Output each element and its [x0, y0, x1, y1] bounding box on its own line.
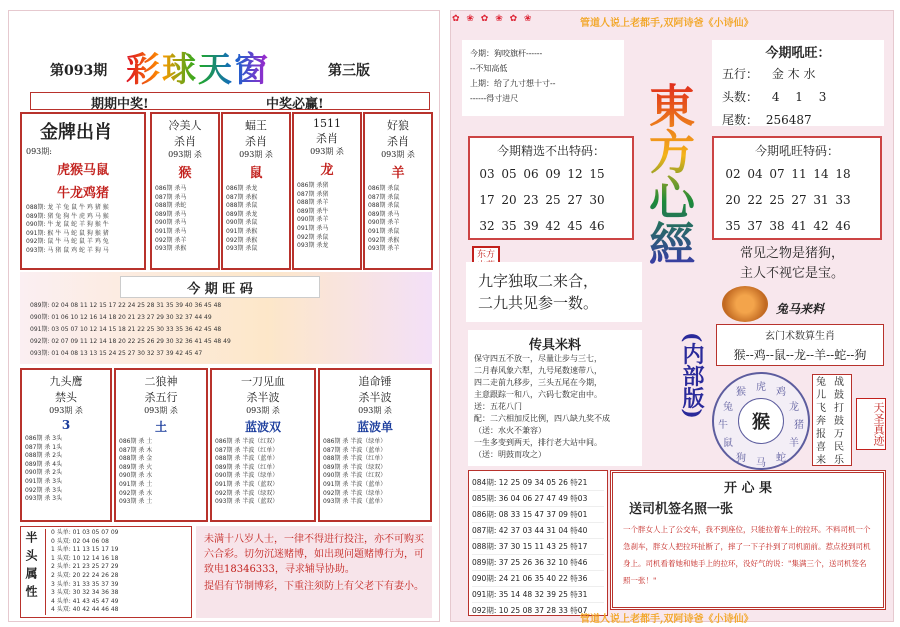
- kill-row: 091期 杀马: [155, 227, 187, 235]
- chuanju-line: 送：五花八门: [474, 402, 522, 411]
- lower-row: 092期 杀 3头: [25, 486, 63, 494]
- lower-period: 093期: [358, 406, 382, 415]
- kill-row: 087期 杀猪: [297, 190, 329, 198]
- vert-char: 万: [834, 429, 844, 440]
- num-cell: 07: [769, 167, 785, 181]
- num-cell: 22: [747, 193, 763, 207]
- notice-box: [196, 526, 432, 618]
- half-label: 半头属性: [24, 531, 38, 603]
- num-cell: 38: [769, 219, 785, 233]
- kill-row: 088期 杀羊: [297, 199, 329, 207]
- edition: 第三版: [328, 63, 370, 79]
- vert-col-2: [834, 376, 844, 467]
- kill-row: 092期 杀猴: [226, 236, 258, 244]
- kill-title-1: 冷美人: [168, 119, 202, 132]
- num-cell: 18: [835, 167, 851, 181]
- num-cell: 31: [813, 193, 829, 207]
- half-row: 0 头单: 01 03 05 07 09: [51, 529, 119, 536]
- kill-row: 091期 杀猴: [226, 227, 258, 235]
- vert-col-1: [816, 376, 826, 467]
- lower-row: 089期 杀 半波（绿双）: [323, 463, 387, 471]
- vert-char: 民: [834, 442, 844, 453]
- poem-line: 今期：狗咬旗杆------: [470, 49, 543, 58]
- half-row: 1 头单: 11 13 15 17 19: [51, 546, 119, 554]
- chuanju-line: 配：二六相加反比例，四八缺九奖不成: [474, 414, 610, 423]
- gold-period: 093期:: [26, 147, 52, 156]
- lower-row: 088期 杀 半波（红单）: [323, 455, 387, 463]
- happy-text: 一个胖女人上了公交车，我不到座位，只能拉着车上的拉环。不料司机一个急刹车，胖女人把拉环扯断了，摔了一下子扑到了司机面前。惹点投到司机身上。司机看着她和她手上的拉环，没好气的说："集满三个，送司机签名照一张！": [623, 525, 871, 585]
- lower-row: 092期 杀 水: [119, 489, 153, 497]
- lower-row: 091期 杀 半波（蓝单）: [323, 480, 387, 488]
- wheel-sign: 猪: [794, 420, 804, 431]
- riddle-line: 二九共见参一数。: [478, 294, 599, 312]
- shout-title: 今期吼旺：: [765, 46, 831, 61]
- zodiac-wheel: [712, 372, 810, 470]
- riddle-line: 九字独取二来合，: [478, 272, 599, 290]
- kill-row: 088期 杀鼠: [226, 202, 258, 210]
- num-cell: 42: [813, 219, 829, 233]
- kill-answer: 鼠: [249, 166, 263, 181]
- wheel-sign: 马: [756, 458, 766, 469]
- num-cell: 27: [567, 193, 583, 207]
- lower-kill: 杀: [169, 406, 178, 415]
- brand-logo: 彩球天窗: [126, 42, 270, 91]
- wuxing-label: 五行：: [722, 67, 759, 81]
- tou-value: 4 1 3: [771, 90, 833, 104]
- kill-word: 杀: [193, 150, 202, 159]
- sub-title: (内部版): [679, 332, 705, 419]
- history-row: 088期: 37 30 15 11 43 25 特17: [472, 539, 604, 555]
- half-row: 1 头双: 10 12 14 16 18: [51, 554, 119, 562]
- gold-title: 金牌出肖: [40, 122, 112, 143]
- lower-row: 086期 杀 土: [119, 438, 153, 445]
- vert-char: 乐: [834, 455, 844, 466]
- kill-row: 090期 杀羊: [368, 219, 400, 227]
- notice-text-2: 提倡有节制博彩，下重注须防上有父老下有妻小。: [204, 581, 424, 592]
- half-attr-box: [20, 526, 192, 618]
- num-cell: 12: [567, 167, 583, 181]
- poem-line: ------得寸进尺: [470, 94, 519, 103]
- lower-row: 087期 杀 木: [119, 446, 153, 454]
- gold-row: 089期: 猪 兔 狗 牛 虎 鸡 马 猴: [26, 212, 109, 220]
- kill-answer: 羊: [391, 166, 405, 181]
- select-nums: [474, 161, 628, 239]
- lower-row: 090期 杀 半波（绿单）: [215, 472, 279, 480]
- kill-row: 090期 杀鼠: [226, 219, 258, 227]
- wang-row: 089期: 02 04 08 11 12 15 17 22 24 25 28 31 35 39 40 36 45 48: [30, 302, 222, 309]
- lower-kill: 杀: [383, 406, 392, 415]
- gold-row: 093期: 马 猪 鼠 鸡 蛇 羊 狗 马: [26, 246, 109, 254]
- kill-row: 089期 杀马: [155, 210, 187, 218]
- saying-line: 常见之物是猪狗，: [740, 246, 845, 261]
- kill-row: 086期 杀马: [155, 185, 187, 192]
- num-cell: 45: [567, 219, 583, 233]
- kill-col-1: [221, 112, 291, 270]
- chuanju-title: 传具米料: [528, 338, 581, 353]
- lower-row: 087期 杀 半波（红单）: [215, 446, 279, 454]
- lower-col-1: [114, 368, 208, 522]
- kill-row: 087期 杀马: [155, 193, 187, 201]
- poem-line: 上期：给了九寸想十寸--: [470, 79, 556, 88]
- kill-row: 092期 杀猴: [368, 236, 400, 244]
- tiger-label: 兔马来料: [776, 302, 825, 316]
- kill-row: 086期 杀猪: [297, 182, 329, 189]
- num-cell: 35: [725, 219, 741, 233]
- kill-col-3: [363, 112, 433, 270]
- chuanju-line: 保守四五不放一，尽量让步与三七，: [474, 354, 602, 363]
- kill-answer: 龙: [320, 163, 334, 178]
- lower-row: 091期 杀 半波（蓝双）: [215, 480, 279, 488]
- vert-char: 喜: [816, 442, 826, 453]
- num-cell: 14: [813, 167, 829, 181]
- num-cell: 06: [523, 167, 539, 181]
- lower-title-1: 追命锤: [358, 375, 392, 388]
- history-row: 087期: 42 37 03 44 31 04 特40: [472, 523, 604, 539]
- xuanmen-zodiac: 猴--鸡--鼠--龙--羊--蛇--狗: [733, 348, 867, 362]
- lower-col-3: [318, 368, 432, 522]
- kill-row: 089期 杀龙: [226, 210, 258, 218]
- kill-title-2: 杀肖: [245, 135, 267, 148]
- vert-char: 飞: [816, 403, 826, 414]
- wheel-sign: 牛: [718, 420, 728, 431]
- lower-row: 086期 杀 半波（红双）: [215, 438, 279, 445]
- wang-row: 090期: 01 06 10 12 16 14 18 20 21 23 27 29 30 32 37 44 49: [30, 314, 212, 321]
- num-cell: 03: [479, 167, 495, 181]
- happy-subtitle: 送司机签名照一张: [629, 502, 734, 517]
- lower-title-2: 杀五行: [144, 391, 178, 404]
- num-cell: 37: [747, 219, 763, 233]
- kill-answer: 猴: [178, 166, 192, 181]
- half-row: 2 头双: 20 22 24 26 28: [51, 571, 119, 579]
- kill-period: 093期: [381, 150, 405, 159]
- chuanju-line: （送：明鼓而攻之）: [474, 450, 546, 459]
- kill-title-2: 杀肖: [387, 135, 409, 148]
- lower-title-2: 杀半波: [358, 391, 392, 404]
- lower-period: 093期: [246, 406, 270, 415]
- half-row: 4 头单: 41 43 45 47 49: [51, 597, 119, 605]
- kill-row: 089期 杀马: [368, 210, 400, 218]
- wheel-sign: 狗: [736, 453, 746, 464]
- top-banner: 管道人说上老都手,双阿诗爸《小诗仙》: [580, 18, 754, 29]
- wang-row: 092期: 02 07 09 11 12 14 18 20 22 25 26 29 30 32 36 41 45 48 49: [30, 338, 231, 345]
- history-row: 091期: 35 14 48 32 39 25 特31: [472, 587, 604, 603]
- lower-row: 090期 杀 半波（红双）: [323, 472, 387, 480]
- slogan-2: 中奖必赢!: [266, 97, 324, 112]
- num-cell: 30: [589, 193, 605, 207]
- gold-zodiac-box: [20, 112, 146, 270]
- wheel-sign: 兔: [723, 402, 733, 413]
- chuanju-line: 二月春风象六犁，九号尾数速带八，: [474, 366, 602, 375]
- select-box: [468, 136, 634, 240]
- lower-row: 093期 杀 半波（蓝单）: [323, 498, 387, 506]
- kill-title-1: 好狼: [387, 119, 409, 132]
- lower-row: 093期 杀 半波（蓝双）: [215, 498, 279, 506]
- history-box: [468, 470, 608, 616]
- main-title: 東方心經: [640, 82, 700, 266]
- vert-char: 打: [834, 403, 844, 414]
- kill-period: 093期: [310, 147, 334, 156]
- kill-row: 093期 杀龙: [297, 242, 329, 250]
- gold-row: 091期: 猴 牛 马 蛇 鼠 狗 猴 猪: [26, 229, 109, 237]
- kill-row: 088期 杀蛇: [155, 202, 187, 210]
- lower-title-2: 禁头: [55, 391, 77, 404]
- tou-label: 头数：: [722, 90, 759, 104]
- num-cell: 09: [545, 167, 561, 181]
- kill-period: 093期: [239, 150, 263, 159]
- lower-answer: 蓝波单: [356, 420, 393, 434]
- lower-row: 086期 杀 3头: [25, 435, 63, 442]
- wheel-sign: 羊: [789, 438, 799, 449]
- stamp: 东方: [472, 246, 500, 274]
- special-box: [712, 136, 882, 240]
- half-row: 2 头单: 21 23 25 27 29: [51, 563, 119, 571]
- happy-box: [610, 470, 886, 610]
- lower-row: 090期 杀 2头: [25, 469, 63, 477]
- chuanju-line: （送：水火不兼容）: [474, 426, 546, 435]
- vert-char: 鼓: [834, 416, 844, 427]
- num-cell: 15: [589, 167, 605, 181]
- history-row: 089期: 37 25 26 36 32 10 特46: [472, 555, 604, 571]
- riddle-box: [466, 262, 642, 322]
- half-row: 3 头双: 30 32 34 36 38: [51, 589, 119, 597]
- poem-line: --不知高低: [470, 64, 508, 73]
- history-row: 084期: 12 25 09 34 05 26 特21: [472, 475, 604, 491]
- lower-row: 086期 杀 半波（绿单）: [323, 438, 387, 445]
- lower-col-0: [20, 368, 112, 522]
- num-cell: 20: [501, 193, 517, 207]
- gold-row: 090期: 牛 龙 鼠 蛇 羊 狗 猴 牛: [26, 221, 109, 229]
- num-cell: 05: [501, 167, 517, 181]
- num-cell: 11: [791, 167, 807, 181]
- num-cell: 17: [479, 193, 495, 207]
- lower-kill: 杀: [271, 406, 280, 415]
- kill-row: 092期 杀鼠: [297, 233, 329, 241]
- lower-row: 093期 杀 土: [119, 498, 153, 506]
- half-row: 3 头单: 31 33 35 37 39: [51, 580, 119, 588]
- num-cell: 35: [501, 219, 517, 233]
- lower-row: 087期 杀 半波（蓝单）: [323, 446, 387, 454]
- special-nums: [718, 161, 876, 239]
- lower-row: 088期 杀 金: [119, 455, 153, 463]
- vert-char: 儿: [816, 390, 826, 401]
- top-flower-border: ✿ ❀ ✿ ❀ ✿ ❀: [452, 14, 534, 24]
- kill-row: 089期 杀牛: [297, 207, 329, 215]
- bottom-banner: 管道人说上老都手,双阿诗爸《小诗仙》: [580, 614, 754, 625]
- kill-row: 092期 杀羊: [155, 236, 187, 244]
- kill-row: 090期 杀羊: [297, 216, 329, 224]
- lower-row: 088期 杀 半波（蓝单）: [215, 455, 279, 463]
- chuanju-line: 主意跟踪一和八，六码七数定由中。: [474, 390, 602, 399]
- lower-answer: 土: [154, 420, 167, 434]
- kill-title-1: 1511: [313, 117, 341, 130]
- shout-box: [712, 40, 884, 126]
- vert-char: 来: [816, 455, 826, 466]
- history-row: 090期: 24 21 06 35 40 22 特36: [472, 571, 604, 587]
- num-cell: 33: [835, 193, 851, 207]
- saying: [740, 244, 886, 284]
- lower-row: 088期 杀 2头: [25, 452, 63, 460]
- wang-row: 093期: 01 04 08 13 13 15 24 25 27 30 32 37 39 42 45 47: [30, 350, 203, 357]
- kill-row: 091期 杀鼠: [368, 227, 400, 235]
- kill-row: 087期 杀猴: [226, 193, 258, 201]
- num-cell: 04: [747, 167, 763, 181]
- chuanju-line: 一生多变到两天，排行老大站中间。: [474, 438, 602, 447]
- gold-line-1: 虎猴马鼠: [56, 163, 109, 178]
- lower-row: 089期 杀 4头: [25, 460, 63, 468]
- lower-title-1: 一刀见血: [241, 375, 285, 388]
- history-row: 086期: 08 33 15 47 37 09 特01: [472, 507, 604, 523]
- vert-char: 报: [816, 429, 826, 440]
- vert-char: 奔: [816, 416, 826, 427]
- num-cell: 41: [791, 219, 807, 233]
- num-cell: 39: [523, 219, 539, 233]
- lower-row: 089期 杀 半波（红单）: [215, 463, 279, 471]
- num-cell: 32: [479, 219, 495, 233]
- kill-word: 杀: [335, 147, 344, 156]
- kill-word: 杀: [406, 150, 415, 159]
- vert-char: 鼓: [834, 390, 844, 401]
- chuanju-box: [468, 330, 642, 466]
- lower-col-2: [210, 368, 316, 522]
- xuanmen-title: 玄门术数算生肖: [765, 331, 835, 342]
- kill-row: 093期 杀鼠: [226, 245, 258, 253]
- vert-char: 战: [834, 377, 844, 388]
- kill-col-0: [150, 112, 220, 270]
- lower-row: 090期 杀 水: [119, 472, 153, 480]
- lower-row: 091期 杀 土: [119, 480, 153, 488]
- lower-answer: 3: [61, 418, 71, 432]
- kill-row: 093期 杀羊: [368, 245, 400, 253]
- num-cell: 02: [725, 167, 741, 181]
- kill-title-1: 蝠王: [245, 119, 267, 132]
- select-title: 今期精选不出特码：: [496, 144, 605, 158]
- num-cell: 23: [523, 193, 539, 207]
- gold-row: 092期: 鼠 牛 马 蛇 鼠 羊 鸡 兔: [26, 238, 109, 246]
- kill-row: 093期 杀猴: [155, 245, 187, 253]
- wheel-sign: 蛇: [776, 453, 786, 464]
- kill-word: 杀: [264, 150, 273, 159]
- num-cell: 46: [589, 219, 605, 233]
- lower-title-2: 杀半波: [246, 391, 280, 404]
- kill-row: 088期 杀鼠: [368, 202, 400, 210]
- issue-number: 第093期: [50, 63, 108, 79]
- slogan-1: 期期中奖!: [91, 97, 149, 112]
- wei-value: 256487: [765, 113, 812, 127]
- wei-label: 尾数：: [722, 113, 759, 127]
- lower-row: 092期 杀 半波（绿单）: [323, 489, 387, 497]
- kill-row: 086期 杀鼠: [368, 185, 400, 192]
- lower-period: 093期: [49, 406, 73, 415]
- gold-row: 088期: 龙 羊 兔 鼠 牛 鸡 猪 猴: [26, 204, 109, 211]
- wheel-sign: 龙: [789, 402, 799, 413]
- notice-text-1: 未满十八岁人士，一律不得进行投注，亦不可购买六合彩。切勿沉迷赌博，如出现问题赌博行为，可致电18346333，寻求辅导协助。: [204, 534, 424, 575]
- num-cell: 46: [835, 219, 851, 233]
- poem-box: [462, 40, 624, 116]
- wheel-center: 猴: [752, 412, 770, 433]
- kill-row: 086期 杀龙: [226, 185, 258, 192]
- num-cell: 27: [791, 193, 807, 207]
- slogan-bar: [30, 92, 430, 110]
- left-header: [18, 40, 438, 90]
- kill-title-2: 杀肖: [316, 132, 338, 145]
- half-row: 4 头双: 40 42 44 46 48: [51, 606, 119, 614]
- kill-period: 093期: [168, 150, 192, 159]
- kill-title-2: 杀肖: [174, 135, 196, 148]
- kill-row: 087期 杀鼠: [368, 193, 400, 201]
- xuanmen-box: [716, 324, 884, 366]
- wang-row: 091期: 03 05 07 10 12 14 15 18 21 22 25 30 33 35 36 42 45 48: [30, 326, 222, 333]
- history-row: 085期: 36 04 06 27 47 49 特03: [472, 491, 604, 507]
- num-cell: 42: [545, 219, 561, 233]
- num-cell: 25: [545, 193, 561, 207]
- lower-title-1: 九头鹰: [49, 375, 83, 388]
- kill-row: 090期 杀马: [155, 219, 187, 227]
- wheel-sign: 虎: [756, 382, 766, 393]
- num-cell: 20: [725, 193, 741, 207]
- lower-row: 093期 杀 3头: [25, 495, 63, 503]
- vert-char: 兔: [816, 377, 826, 388]
- wang-title: 今 期 旺 码: [187, 282, 253, 297]
- lower-title-1: 二狼神: [144, 375, 178, 388]
- lower-row: 089期 杀 火: [119, 463, 153, 471]
- wheel-sign: 猴: [736, 387, 746, 398]
- lower-row: 092期 杀 半波（绿双）: [215, 489, 279, 497]
- chuanju-line: 四二走前九移步，三头五尾在今期，: [474, 378, 602, 387]
- lower-kill: 杀: [74, 406, 83, 415]
- wheel-sign: 鸡: [776, 387, 786, 398]
- half-row: 0 头双: 02 04 06 08: [51, 537, 109, 545]
- lower-period: 093期: [144, 406, 168, 415]
- lower-row: 087期 杀 1头: [25, 443, 63, 451]
- lower-row: 091期 杀 3头: [25, 477, 63, 485]
- happy-title: 开 心 果: [723, 481, 773, 496]
- lower-answer: 蓝波双: [244, 420, 281, 434]
- special-title: 今期吼旺特码：: [754, 144, 839, 158]
- kill-col-2: [292, 112, 362, 270]
- history-row: 092期: 10 25 08 37 28 33 特07: [472, 606, 588, 615]
- num-cell: 25: [769, 193, 785, 207]
- wuxing-value: 金 木 水: [771, 67, 816, 81]
- seal: 天圣真迹: [856, 398, 886, 450]
- gold-line-2: 牛龙鸡猪: [56, 186, 109, 201]
- tiger-icon: [722, 286, 768, 322]
- wheel-sign: 鼠: [723, 438, 733, 449]
- saying-line: 主人不视它是宝。: [740, 266, 845, 281]
- wang-section: [20, 272, 432, 364]
- kill-row: 091期 杀马: [297, 224, 329, 232]
